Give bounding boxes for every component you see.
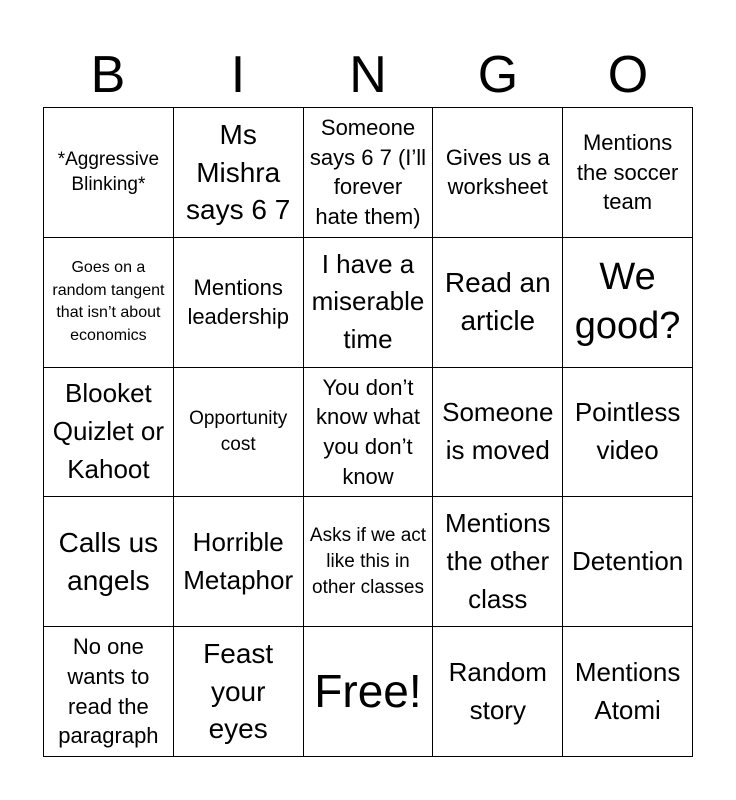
bingo-cell[interactable]	[44, 627, 174, 757]
cell-text: Asks if we act like this in other classes	[309, 525, 427, 598]
bingo-cell[interactable]	[304, 368, 434, 498]
header-letter-i: I	[230, 46, 246, 104]
cell-text: Horrible Metaphor	[183, 527, 294, 595]
bingo-cell[interactable]	[44, 108, 174, 238]
cell-text: *Aggressive Blinking*	[57, 148, 160, 196]
bingo-cell[interactable]	[174, 497, 304, 627]
bingo-cell[interactable]	[563, 238, 693, 368]
header-letter-g: G	[477, 46, 519, 104]
bingo-cell[interactable]	[174, 238, 304, 368]
cell-text: Calls us angels	[58, 526, 159, 596]
cell-text: Detention	[571, 545, 684, 576]
cell-text: Read an article	[444, 267, 551, 337]
bingo-cell[interactable]	[433, 238, 563, 368]
bingo-cell[interactable]	[433, 497, 563, 627]
bingo-board	[43, 107, 693, 757]
bingo-cell[interactable]	[44, 368, 174, 498]
cell-text: We good?	[574, 255, 681, 348]
cell-text: Mentions the soccer team	[576, 129, 679, 215]
cell-text: Gives us a worksheet	[445, 144, 550, 200]
header-letter-o: O	[607, 46, 649, 104]
cell-text: Ms Mishra says 6 7	[186, 118, 291, 226]
cell-text: Mentions leadership	[187, 274, 289, 330]
cell-text: Someone says 6 7 (I’ll forever hate them)	[309, 115, 427, 230]
bingo-header	[43, 40, 693, 108]
bingo-cell[interactable]	[44, 497, 174, 627]
cell-text: Pointless video	[574, 397, 681, 465]
cell-text: Opportunity cost	[189, 408, 288, 455]
cell-text: Blooket Quizlet or Kahoot	[52, 378, 165, 484]
bingo-cell[interactable]	[563, 108, 693, 238]
cell-text: Free!	[314, 665, 422, 717]
bingo-cell[interactable]	[174, 627, 304, 757]
cell-text: Mentions Atomi	[574, 656, 681, 725]
bingo-cell[interactable]	[563, 627, 693, 757]
cell-text: Random story	[448, 656, 547, 725]
free-space-cell[interactable]	[304, 627, 434, 757]
bingo-cell[interactable]	[563, 368, 693, 498]
cell-text: I have a miserable time	[311, 248, 425, 355]
bingo-cell[interactable]	[433, 108, 563, 238]
cell-text: Goes on a random tangent that isn’t about economics	[52, 259, 165, 344]
cell-text: Feast your eyes	[203, 637, 274, 745]
bingo-cell[interactable]	[304, 238, 434, 368]
bingo-cell[interactable]	[174, 108, 304, 238]
bingo-cell[interactable]	[433, 627, 563, 757]
cell-text: Someone is moved	[442, 397, 554, 465]
cell-text: No one wants to read the paragraph	[58, 634, 159, 749]
bingo-cell[interactable]	[304, 497, 434, 627]
bingo-cell[interactable]	[433, 368, 563, 498]
header-letter-n: N	[349, 46, 387, 104]
cell-text: You don’t know what you don’t know	[316, 374, 420, 489]
bingo-cell[interactable]	[304, 108, 434, 238]
bingo-cell[interactable]	[174, 368, 304, 498]
bingo-cell[interactable]	[44, 238, 174, 368]
bingo-cell[interactable]	[563, 497, 693, 627]
cell-text: Mentions the other class	[445, 508, 551, 614]
header-letter-b: B	[90, 46, 126, 104]
